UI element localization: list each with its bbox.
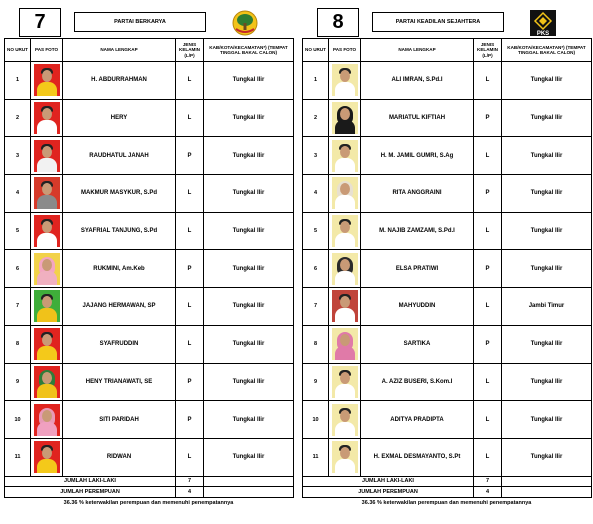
candidate-sex: P xyxy=(474,250,502,288)
candidate-photo xyxy=(332,290,358,322)
candidate-residence: Tungkal Ilir xyxy=(502,137,592,175)
table-row xyxy=(5,212,294,250)
candidate-photo xyxy=(34,140,60,172)
berkarya-banyan-tree-logo-icon xyxy=(232,10,258,36)
candidate-number: 11 xyxy=(5,438,31,476)
candidate-name: RIDWAN xyxy=(63,438,176,476)
candidate-photo xyxy=(332,102,358,134)
col-header-place: KAB/KOTA/KECAMATAN*) (TEMPAT TINGGAL BAKAL CALON) xyxy=(204,39,294,62)
candidate-photo-cell xyxy=(329,212,361,250)
male-total-row xyxy=(303,476,592,487)
candidate-photo-cell xyxy=(31,99,63,137)
candidate-number: 3 xyxy=(5,137,31,175)
candidate-residence: Tungkal Ilir xyxy=(204,137,294,175)
candidate-photo xyxy=(332,64,358,96)
candidate-sex: P xyxy=(176,137,204,175)
candidate-sex: L xyxy=(474,401,502,439)
pks-crescent-logo-icon xyxy=(530,10,556,36)
candidate-photo xyxy=(34,215,60,247)
table-row xyxy=(5,99,294,137)
candidate-photo-cell xyxy=(31,438,63,476)
candidate-residence: Tungkal Ilir xyxy=(502,250,592,288)
candidate-name: MAKMUR MASYKUR, S.Pd xyxy=(63,175,176,213)
candidate-photo-cell xyxy=(31,137,63,175)
candidate-photo-cell xyxy=(329,137,361,175)
candidate-residence: Tungkal Ilir xyxy=(204,363,294,401)
candidate-number: 10 xyxy=(5,401,31,439)
candidate-name: SARTIKA xyxy=(361,325,474,363)
candidate-photo-cell xyxy=(329,401,361,439)
candidate-photo-cell xyxy=(31,363,63,401)
candidate-name: H. M. JAMIL GUMRI, S.Ag xyxy=(361,137,474,175)
col-header-place: KAB/KOTA/KECAMATAN*) (TEMPAT TINGGAL BAKAL CALON) xyxy=(502,39,592,62)
candidate-name: ELSA PRATIWI xyxy=(361,250,474,288)
table-row xyxy=(5,250,294,288)
candidate-number: 1 xyxy=(5,62,31,100)
candidate-number: 9 xyxy=(5,363,31,401)
candidate-sex: L xyxy=(176,212,204,250)
col-header-photo: PAS FOTO xyxy=(329,39,361,62)
col-header-photo: PAS FOTO xyxy=(31,39,63,62)
table-row xyxy=(303,401,592,439)
candidate-photo-cell xyxy=(329,99,361,137)
candidate-photo-cell xyxy=(31,250,63,288)
candidate-name: HENY TRIANAWATI, SE xyxy=(63,363,176,401)
candidate-photo-cell xyxy=(31,175,63,213)
table-row xyxy=(5,438,294,476)
candidate-photo xyxy=(332,404,358,436)
candidate-photo xyxy=(332,215,358,247)
candidate-photo-cell xyxy=(329,250,361,288)
candidate-sex: L xyxy=(176,325,204,363)
male-total-label: JUMLAH LAKI-LAKI xyxy=(5,476,176,487)
table-row xyxy=(303,325,592,363)
candidate-residence: Tungkal Ilir xyxy=(502,62,592,100)
male-total-label: JUMLAH LAKI-LAKI xyxy=(303,476,474,487)
female-total-row xyxy=(303,487,592,498)
candidate-residence: Tungkal Ilir xyxy=(502,401,592,439)
candidate-sex: L xyxy=(176,438,204,476)
candidate-residence: Tungkal Ilir xyxy=(204,175,294,213)
candidate-sex: P xyxy=(176,250,204,288)
col-header-no: NO URUT xyxy=(5,39,31,62)
candidate-number: 8 xyxy=(303,325,329,363)
table-row xyxy=(303,175,592,213)
party-panel-berkarya xyxy=(4,4,293,508)
candidate-name: H. ABDURRAHMAN xyxy=(63,62,176,100)
candidate-name: ALI IMRAN, S.Pd.I xyxy=(361,62,474,100)
candidate-photo-cell xyxy=(329,175,361,213)
table-header-row xyxy=(303,39,592,62)
col-header-name: NAMA LENGKAP xyxy=(63,39,176,62)
candidate-photo-cell xyxy=(329,325,361,363)
candidate-photo xyxy=(332,253,358,285)
candidate-residence: Tungkal Ilir xyxy=(204,401,294,439)
party-panel-pks xyxy=(302,4,591,508)
candidate-name: ADITYA PRADIPTA xyxy=(361,401,474,439)
female-total-count: 4 xyxy=(176,487,204,498)
col-header-name: NAMA LENGKAP xyxy=(361,39,474,62)
candidate-photo xyxy=(34,366,60,398)
candidate-number: 2 xyxy=(5,99,31,137)
candidate-name: H. EXMAL DESMAYANTO, S.Pt xyxy=(361,438,474,476)
candidate-name: SYAFRIAL TANJUNG, S.Pd xyxy=(63,212,176,250)
candidate-residence: Tungkal Ilir xyxy=(204,99,294,137)
candidate-residence: Tungkal Ilir xyxy=(502,325,592,363)
candidate-sex: L xyxy=(474,137,502,175)
candidate-sex: P xyxy=(474,99,502,137)
panel-header xyxy=(4,4,293,38)
col-header-no: NO URUT xyxy=(303,39,329,62)
candidate-photo-cell xyxy=(31,325,63,363)
empty-cell xyxy=(502,476,592,487)
candidate-photo xyxy=(34,177,60,209)
table-row xyxy=(303,363,592,401)
candidate-number: 5 xyxy=(5,212,31,250)
table-row xyxy=(5,175,294,213)
candidate-sex: P xyxy=(176,401,204,439)
candidate-photo xyxy=(34,253,60,285)
empty-cell xyxy=(502,487,592,498)
table-header-row xyxy=(5,39,294,62)
candidate-residence: Tungkal Ilir xyxy=(502,363,592,401)
representation-note: 36.36 % keterwakilan perempuan dan memenuhi penempatannya xyxy=(63,499,234,506)
candidate-photo xyxy=(34,290,60,322)
table-row xyxy=(303,288,592,326)
candidate-number: 4 xyxy=(5,175,31,213)
candidate-photo xyxy=(34,64,60,96)
candidate-sex: L xyxy=(474,212,502,250)
table-row xyxy=(303,212,592,250)
candidate-photo xyxy=(332,328,358,360)
table-row xyxy=(303,62,592,100)
candidate-table xyxy=(4,38,294,498)
candidate-photo xyxy=(332,177,358,209)
candidate-number: 8 xyxy=(5,325,31,363)
col-header-sex: JENIS KELAMIN (L/P) xyxy=(474,39,502,62)
candidate-photo xyxy=(34,328,60,360)
candidate-photo xyxy=(332,366,358,398)
candidate-sex: P xyxy=(176,363,204,401)
candidate-sex: L xyxy=(474,438,502,476)
candidate-residence: Tungkal Ilir xyxy=(204,250,294,288)
candidate-sex: P xyxy=(474,175,502,213)
candidate-photo xyxy=(34,441,60,473)
candidate-name: MAHYUDDIN xyxy=(361,288,474,326)
candidate-name: JAJANG HERMAWAN, SP xyxy=(63,288,176,326)
female-total-label: JUMLAH PEREMPUAN xyxy=(5,487,176,498)
candidate-residence: Tungkal Ilir xyxy=(502,438,592,476)
candidate-photo-cell xyxy=(329,62,361,100)
party-name: PARTAI BERKARYA xyxy=(74,12,206,32)
candidate-sex: L xyxy=(474,288,502,326)
pks-logo-text: PKS xyxy=(536,31,550,36)
candidate-residence: Tungkal Ilir xyxy=(502,99,592,137)
candidate-name: HERY xyxy=(63,99,176,137)
candidate-sex: L xyxy=(176,62,204,100)
candidate-number: 9 xyxy=(303,363,329,401)
candidate-photo-cell xyxy=(329,363,361,401)
candidate-name: RITA ANGGRAINI xyxy=(361,175,474,213)
candidate-number: 7 xyxy=(303,288,329,326)
party-name: PARTAI KEADILAN SEJAHTERA xyxy=(372,12,504,32)
candidate-name: RAUDHATUL JANAH xyxy=(63,137,176,175)
candidate-photo xyxy=(34,102,60,134)
female-total-label: JUMLAH PEREMPUAN xyxy=(303,487,474,498)
candidate-photo xyxy=(34,404,60,436)
candidate-number: 4 xyxy=(303,175,329,213)
table-row xyxy=(303,137,592,175)
table-row xyxy=(5,62,294,100)
candidate-residence: Tungkal Ilir xyxy=(204,288,294,326)
table-row xyxy=(303,438,592,476)
candidate-name: SITI PARIDAH xyxy=(63,401,176,439)
representation-note: 36.36 % keterwakilan perempuan dan memenuhi penempatannya xyxy=(361,499,532,506)
candidate-number: 6 xyxy=(5,250,31,288)
candidate-photo-cell xyxy=(31,212,63,250)
candidate-number: 3 xyxy=(303,137,329,175)
party-number: 8 xyxy=(317,8,359,37)
candidate-photo-cell xyxy=(31,401,63,439)
candidate-residence: Tungkal Ilir xyxy=(502,212,592,250)
candidate-sex: L xyxy=(176,99,204,137)
candidate-number: 2 xyxy=(303,99,329,137)
candidate-photo-cell xyxy=(31,62,63,100)
candidate-number: 5 xyxy=(303,212,329,250)
table-row xyxy=(5,401,294,439)
empty-cell xyxy=(204,487,294,498)
candidate-sex: L xyxy=(176,175,204,213)
male-total-count: 7 xyxy=(474,476,502,487)
candidate-photo-cell xyxy=(329,288,361,326)
candidate-residence: Tungkal Ilir xyxy=(204,62,294,100)
col-header-sex: JENIS KELAMIN (L/P) xyxy=(176,39,204,62)
candidate-name: A. AZIZ BUSERI, S.Kom.I xyxy=(361,363,474,401)
candidate-table xyxy=(302,38,592,498)
candidate-sex: L xyxy=(474,62,502,100)
candidate-residence: Tungkal Ilir xyxy=(502,175,592,213)
candidate-residence: Tungkal Ilir xyxy=(204,212,294,250)
candidate-name: SYAFRUDDIN xyxy=(63,325,176,363)
candidate-residence: Tungkal Ilir xyxy=(204,325,294,363)
table-row xyxy=(5,363,294,401)
female-total-row xyxy=(5,487,294,498)
table-row xyxy=(303,250,592,288)
candidate-photo xyxy=(332,441,358,473)
candidate-sex: L xyxy=(474,363,502,401)
panel-header xyxy=(302,4,591,38)
candidate-sex: P xyxy=(474,325,502,363)
candidate-number: 1 xyxy=(303,62,329,100)
female-total-count: 4 xyxy=(474,487,502,498)
table-row xyxy=(5,325,294,363)
candidate-name: RUKMINI, Am.Keb xyxy=(63,250,176,288)
candidate-number: 11 xyxy=(303,438,329,476)
candidate-number: 6 xyxy=(303,250,329,288)
empty-cell xyxy=(204,476,294,487)
table-row xyxy=(5,288,294,326)
candidate-sex: L xyxy=(176,288,204,326)
candidate-number: 10 xyxy=(303,401,329,439)
candidate-residence: Jambi Timur xyxy=(502,288,592,326)
table-row xyxy=(5,137,294,175)
candidate-name: MARIATUL KIFTIAH xyxy=(361,99,474,137)
candidate-residence: Tungkal Ilir xyxy=(204,438,294,476)
party-number: 7 xyxy=(19,8,61,37)
candidate-name: M. NAJIB ZAMZAMI, S.Pd.I xyxy=(361,212,474,250)
candidate-photo-cell xyxy=(31,288,63,326)
candidate-number: 7 xyxy=(5,288,31,326)
candidate-photo xyxy=(332,140,358,172)
male-total-count: 7 xyxy=(176,476,204,487)
candidate-photo-cell xyxy=(329,438,361,476)
table-row xyxy=(303,99,592,137)
male-total-row xyxy=(5,476,294,487)
